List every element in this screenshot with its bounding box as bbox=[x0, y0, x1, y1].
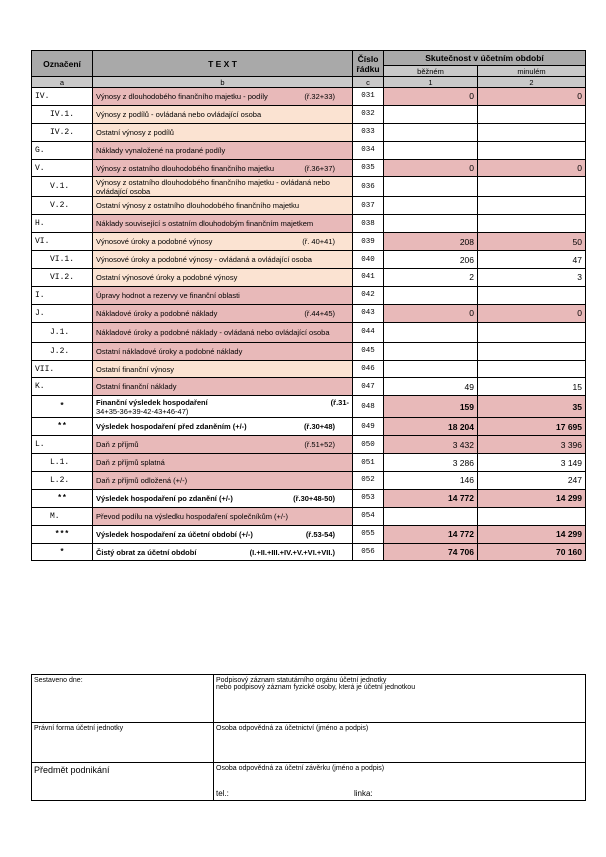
current-period-value bbox=[384, 141, 478, 159]
tel-label: tel.: bbox=[216, 789, 229, 798]
business-label: Předmět podnikání bbox=[32, 763, 214, 801]
current-period-value: 74 706 bbox=[384, 543, 478, 561]
row-text: Převod podílu na výsledku hospodaření společníkům (+/-) bbox=[93, 507, 353, 525]
table-row bbox=[32, 418, 586, 436]
row-designation: IV. bbox=[32, 88, 93, 106]
statutory-record: Podpisový záznam statutárního orgánu účetní jednotky nebo podpisový záznam fyzické osoby, která je účetní jednotkou bbox=[214, 675, 586, 723]
header-designation: Označení bbox=[32, 51, 93, 77]
current-period-value: 14 772 bbox=[384, 525, 478, 543]
previous-period-value: 14 299 bbox=[478, 525, 586, 543]
row-designation: VI.1. bbox=[32, 251, 93, 269]
current-period-value: 3 432 bbox=[384, 436, 478, 454]
previous-period-value: 47 bbox=[478, 251, 586, 269]
current-period-value bbox=[384, 177, 478, 197]
row-text: Ostatní výnosy z ostatního dlouhodobého finančního majetku bbox=[93, 197, 353, 215]
row-number: 051 bbox=[353, 454, 384, 472]
previous-period-value: 35 bbox=[478, 396, 586, 418]
row-number: 040 bbox=[353, 251, 384, 269]
sub-c: c bbox=[353, 77, 384, 88]
row-text: Výsledek hospodaření za účetní období (+/-) (ř.53-54) bbox=[93, 525, 353, 543]
row-number: 050 bbox=[353, 436, 384, 454]
table-row bbox=[32, 197, 586, 215]
row-text: Ostatní nákladové úroky a podobné náklady bbox=[93, 342, 353, 360]
current-period-value: 2 bbox=[384, 269, 478, 287]
current-period-value bbox=[384, 123, 478, 141]
previous-period-value: 14 299 bbox=[478, 489, 586, 507]
row-text: Výnosové úroky a podobné výnosy - ovládaná a ovládající osoba bbox=[93, 251, 353, 269]
row-designation: M. bbox=[32, 507, 93, 525]
previous-period-value bbox=[478, 105, 586, 123]
row-designation: I. bbox=[32, 286, 93, 304]
table-row bbox=[32, 233, 586, 251]
row-designation: V.1. bbox=[32, 177, 93, 197]
sub-b: b bbox=[93, 77, 353, 88]
row-number: 048 bbox=[353, 396, 384, 418]
previous-period-value: 0 bbox=[478, 304, 586, 322]
current-period-value: 18 204 bbox=[384, 418, 478, 436]
previous-period-value: 70 160 bbox=[478, 543, 586, 561]
row-designation: J. bbox=[32, 304, 93, 322]
current-period-value bbox=[384, 322, 478, 342]
row-number: 052 bbox=[353, 472, 384, 490]
row-text: Ostatní výnosové úroky a podobné výnosy bbox=[93, 269, 353, 287]
signature-table bbox=[31, 674, 586, 801]
row-number: 053 bbox=[353, 489, 384, 507]
previous-period-value bbox=[478, 215, 586, 233]
row-number: 041 bbox=[353, 269, 384, 287]
table-row bbox=[32, 472, 586, 490]
current-period-value: 0 bbox=[384, 159, 478, 177]
row-designation: *** bbox=[32, 525, 93, 543]
row-number: 038 bbox=[353, 215, 384, 233]
current-period-value bbox=[384, 342, 478, 360]
current-period-value: 49 bbox=[384, 378, 478, 396]
closing-person-cell: Osoba odpovědná za účetní závěrku (jméno a podpis) tel.: linka: bbox=[214, 763, 586, 801]
row-text: Daň z příjmů splatná bbox=[93, 454, 353, 472]
table-row bbox=[32, 141, 586, 159]
sub-1: 1 bbox=[384, 77, 478, 88]
table-row bbox=[32, 543, 586, 561]
table-row bbox=[32, 525, 586, 543]
previous-period-value bbox=[478, 322, 586, 342]
row-text: Náklady související s ostatním dlouhodobým finančním majetkem bbox=[93, 215, 353, 233]
row-text: Ostatní finanční výnosy bbox=[93, 360, 353, 378]
row-designation: G. bbox=[32, 141, 93, 159]
row-designation: H. bbox=[32, 215, 93, 233]
table-row bbox=[32, 123, 586, 141]
row-number: 033 bbox=[353, 123, 384, 141]
previous-period-value bbox=[478, 360, 586, 378]
row-text: Výnosy z ostatního dlouhodobého finančního majetku (ř.36+37) bbox=[93, 159, 353, 177]
row-designation: V. bbox=[32, 159, 93, 177]
row-number: 055 bbox=[353, 525, 384, 543]
row-text: Nákladové úroky a podobné náklady (ř.44+45) bbox=[93, 304, 353, 322]
previous-period-value: 3 bbox=[478, 269, 586, 287]
income-statement-table bbox=[31, 50, 586, 561]
row-text: Výnosy z podílů - ovládaná nebo ovládající osoba bbox=[93, 105, 353, 123]
table-row bbox=[32, 304, 586, 322]
row-designation: ** bbox=[32, 418, 93, 436]
current-period-value bbox=[384, 105, 478, 123]
previous-period-value: 247 bbox=[478, 472, 586, 490]
table-row bbox=[32, 269, 586, 287]
row-text: Náklady vynaložené na prodané podíly bbox=[93, 141, 353, 159]
previous-period-value: 50 bbox=[478, 233, 586, 251]
table-row bbox=[32, 322, 586, 342]
header-current: běžném bbox=[384, 66, 478, 77]
current-period-value bbox=[384, 360, 478, 378]
previous-period-value: 17 695 bbox=[478, 418, 586, 436]
table-row bbox=[32, 360, 586, 378]
table-row bbox=[32, 396, 586, 418]
row-text: Čistý obrat za účetní období (I.+II.+III.+IV.+V.+VI.+VII.) bbox=[93, 543, 353, 561]
row-designation: L.2. bbox=[32, 472, 93, 490]
row-designation: J.2. bbox=[32, 342, 93, 360]
current-period-value bbox=[384, 286, 478, 304]
row-text: Ostatní výnosy z podílů bbox=[93, 123, 353, 141]
accounting-person-label: Osoba odpovědná za účetnictví (jméno a podpis) bbox=[214, 723, 586, 763]
table-row bbox=[32, 88, 586, 106]
table-row bbox=[32, 436, 586, 454]
row-designation: V.2. bbox=[32, 197, 93, 215]
header-period: Skutečnost v účetním období bbox=[384, 51, 586, 66]
row-designation: L.1. bbox=[32, 454, 93, 472]
previous-period-value: 0 bbox=[478, 159, 586, 177]
row-text: Daň z příjmů (ř.51+52) bbox=[93, 436, 353, 454]
header-text: T E X T bbox=[93, 51, 353, 77]
header-row-number: Číslo řádku bbox=[353, 51, 384, 77]
row-number: 054 bbox=[353, 507, 384, 525]
current-period-value: 206 bbox=[384, 251, 478, 269]
current-period-value: 0 bbox=[384, 88, 478, 106]
previous-period-value: 0 bbox=[478, 88, 586, 106]
row-number: 037 bbox=[353, 197, 384, 215]
ext-label: linka: bbox=[354, 789, 373, 798]
row-number: 043 bbox=[353, 304, 384, 322]
sub-2: 2 bbox=[478, 77, 586, 88]
previous-period-value bbox=[478, 123, 586, 141]
row-designation: VI.2. bbox=[32, 269, 93, 287]
row-designation: ** bbox=[32, 489, 93, 507]
row-text: Úpravy hodnot a rezervy ve finanční oblasti bbox=[93, 286, 353, 304]
table-row bbox=[32, 454, 586, 472]
header-previous: minulém bbox=[478, 66, 586, 77]
table-row bbox=[32, 286, 586, 304]
row-number: 031 bbox=[353, 88, 384, 106]
table-row bbox=[32, 342, 586, 360]
table-row bbox=[32, 489, 586, 507]
row-designation: * bbox=[32, 396, 93, 418]
table-row bbox=[32, 177, 586, 197]
current-period-value: 146 bbox=[384, 472, 478, 490]
row-number: 036 bbox=[353, 177, 384, 197]
previous-period-value bbox=[478, 342, 586, 360]
previous-period-value bbox=[478, 141, 586, 159]
previous-period-value bbox=[478, 286, 586, 304]
row-designation: VI. bbox=[32, 233, 93, 251]
table-row bbox=[32, 215, 586, 233]
current-period-value bbox=[384, 197, 478, 215]
row-text: Finanční výsledek hospodaření (ř.31- 34+35-36+39-42-43+46-47) bbox=[93, 396, 353, 418]
table-row bbox=[32, 251, 586, 269]
row-designation: L. bbox=[32, 436, 93, 454]
previous-period-value bbox=[478, 197, 586, 215]
row-designation: IV.2. bbox=[32, 123, 93, 141]
previous-period-value bbox=[478, 177, 586, 197]
current-period-value bbox=[384, 507, 478, 525]
row-number: 046 bbox=[353, 360, 384, 378]
row-text: Výnosy z ostatního dlouhodobého finančního majetku - ovládaná nebo ovládající osoba bbox=[93, 177, 353, 197]
row-number: 056 bbox=[353, 543, 384, 561]
row-number: 047 bbox=[353, 378, 384, 396]
legal-form-label: Právní forma účetní jednotky bbox=[32, 723, 214, 763]
current-period-value: 159 bbox=[384, 396, 478, 418]
previous-period-value: 3 396 bbox=[478, 436, 586, 454]
row-text: Výnosové úroky a podobné výnosy (ř. 40+41) bbox=[93, 233, 353, 251]
row-text: Nákladové úroky a podobné náklady - ovládaná nebo ovládající osoba bbox=[93, 322, 353, 342]
row-designation: K. bbox=[32, 378, 93, 396]
row-designation: VII. bbox=[32, 360, 93, 378]
row-text: Ostatní finanční náklady bbox=[93, 378, 353, 396]
row-number: 034 bbox=[353, 141, 384, 159]
row-text: Výsledek hospodaření po zdanění (+/-) (ř.30+48-50) bbox=[93, 489, 353, 507]
row-text: Daň z příjmů odložená (+/-) bbox=[93, 472, 353, 490]
row-number: 032 bbox=[353, 105, 384, 123]
table-row bbox=[32, 159, 586, 177]
previous-period-value: 3 149 bbox=[478, 454, 586, 472]
row-number: 045 bbox=[353, 342, 384, 360]
row-text: Výsledek hospodaření před zdaněním (+/-) (ř.30+48) bbox=[93, 418, 353, 436]
row-number: 039 bbox=[353, 233, 384, 251]
row-designation: IV.1. bbox=[32, 105, 93, 123]
row-number: 035 bbox=[353, 159, 384, 177]
previous-period-value: 15 bbox=[478, 378, 586, 396]
compiled-date-label: Sestaveno dne: bbox=[32, 675, 214, 723]
row-number: 042 bbox=[353, 286, 384, 304]
row-number: 044 bbox=[353, 322, 384, 342]
current-period-value: 0 bbox=[384, 304, 478, 322]
current-period-value: 3 286 bbox=[384, 454, 478, 472]
table-row bbox=[32, 105, 586, 123]
previous-period-value bbox=[478, 507, 586, 525]
current-period-value: 14 772 bbox=[384, 489, 478, 507]
current-period-value bbox=[384, 215, 478, 233]
table-row bbox=[32, 507, 586, 525]
row-number: 049 bbox=[353, 418, 384, 436]
current-period-value: 208 bbox=[384, 233, 478, 251]
row-designation: J.1. bbox=[32, 322, 93, 342]
table-row bbox=[32, 378, 586, 396]
row-designation: * bbox=[32, 543, 93, 561]
row-text: Výnosy z dlouhodobého finančního majetku - podíly (ř.32+33) bbox=[93, 88, 353, 106]
sub-a: a bbox=[32, 77, 93, 88]
